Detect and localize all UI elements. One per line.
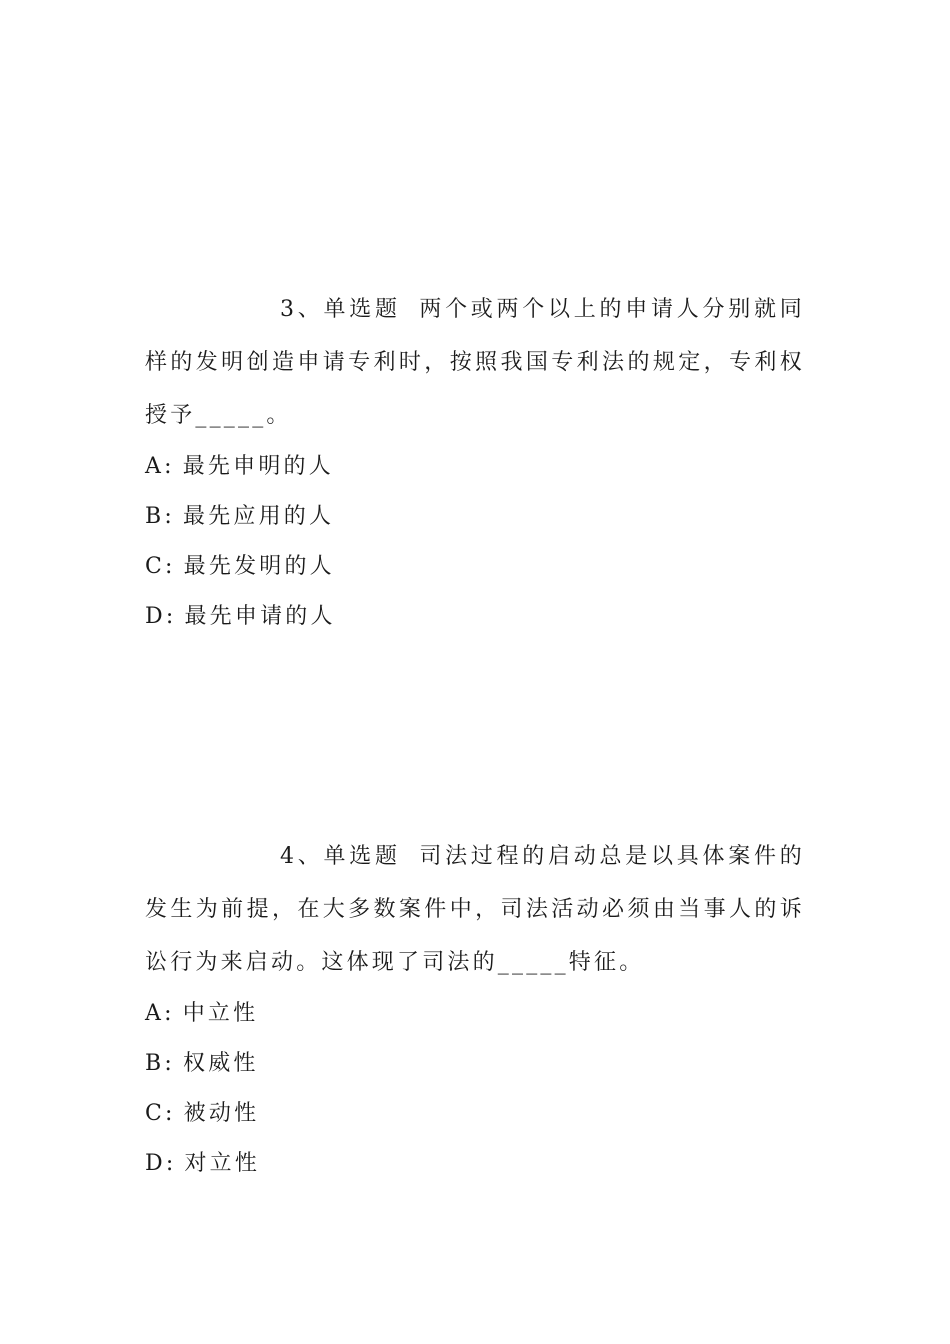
option-list xyxy=(145,989,805,1189)
option-letter: B xyxy=(145,1051,165,1076)
option-text: 最先申请的人 xyxy=(184,604,336,629)
option-letter: C xyxy=(145,554,166,579)
option-letter: D xyxy=(145,604,166,629)
option-letter: C xyxy=(145,1101,166,1126)
option-letter: D xyxy=(145,1151,166,1176)
question-number: 3 xyxy=(280,297,298,322)
option-separator: : xyxy=(165,554,176,579)
option-text: 最先申明的人 xyxy=(182,454,334,479)
option-separator: : xyxy=(164,454,175,479)
number-separator: 、 xyxy=(297,844,324,869)
option-b xyxy=(145,492,805,542)
option-text: 最先应用的人 xyxy=(183,504,335,529)
option-letter: A xyxy=(145,454,165,479)
option-list xyxy=(145,442,805,642)
option-separator: : xyxy=(164,1001,175,1026)
option-text: 最先发明的人 xyxy=(183,554,335,579)
option-text: 对立性 xyxy=(184,1151,261,1176)
option-a xyxy=(145,442,805,492)
question-text: 司法过程的启动总是以具体案件的发生为前提，在大多数案件中，司法活动必须由当事人的诉讼行为来启动。这体现了司法的_____特征。 xyxy=(145,844,805,975)
question-number: 4 xyxy=(280,844,298,869)
question-type: 单选题 xyxy=(323,297,401,322)
option-text: 中立性 xyxy=(182,1001,259,1026)
option-separator: : xyxy=(165,1151,177,1176)
option-d xyxy=(145,592,805,642)
number-separator: 、 xyxy=(297,297,324,322)
option-separator: : xyxy=(165,604,177,629)
option-letter: A xyxy=(145,1001,165,1026)
option-separator: : xyxy=(165,1101,176,1126)
option-separator: : xyxy=(164,504,175,529)
question-4 xyxy=(145,830,805,1189)
question-type: 单选题 xyxy=(323,844,401,869)
question-stem xyxy=(145,283,805,442)
question-3 xyxy=(145,283,805,642)
option-c xyxy=(145,1089,805,1139)
option-letter: B xyxy=(145,504,165,529)
question-text: 两个或两个以上的申请人分别就同样的发明创造申请专利时，按照我国专利法的规定，专利权授予_____。 xyxy=(145,297,805,428)
option-c xyxy=(145,542,805,592)
option-a xyxy=(145,989,805,1039)
option-d xyxy=(145,1139,805,1189)
option-b xyxy=(145,1039,805,1089)
option-separator: : xyxy=(164,1051,175,1076)
question-stem xyxy=(145,830,805,989)
option-text: 被动性 xyxy=(183,1101,260,1126)
option-text: 权威性 xyxy=(183,1051,259,1076)
